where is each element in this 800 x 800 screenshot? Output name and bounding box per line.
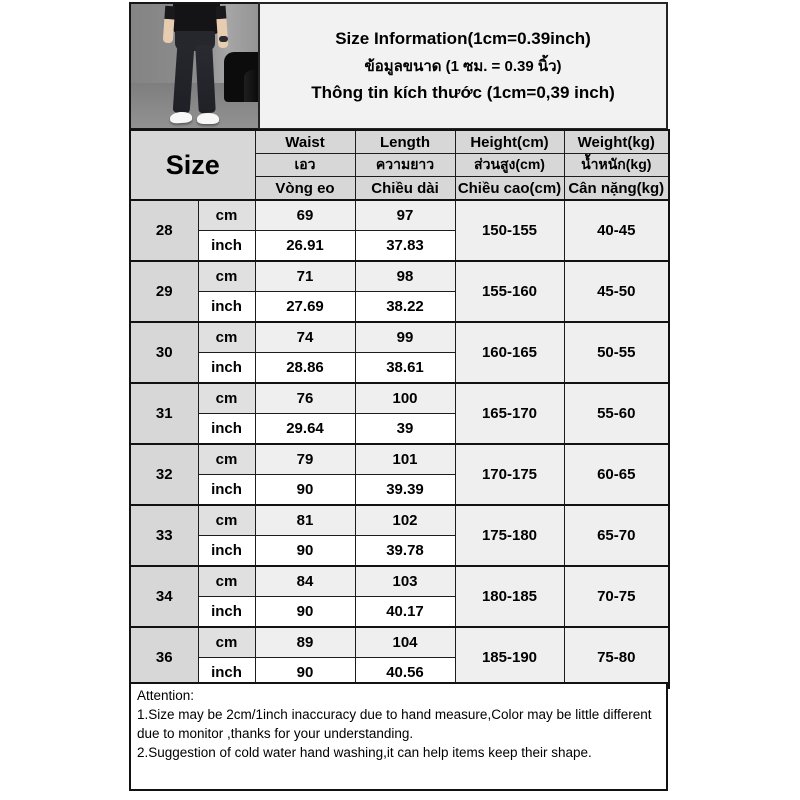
length-cm-value: 103 <box>355 566 455 597</box>
waist-header-th: เอว <box>255 154 355 177</box>
length-inch-value: 38.61 <box>355 353 455 384</box>
length-cm-value: 98 <box>355 261 455 292</box>
waist-inch-value: 90 <box>255 536 355 567</box>
sneaker-left <box>170 111 192 124</box>
weight-range: 70-75 <box>564 566 669 627</box>
waist-header-vi: Vòng eo <box>255 177 355 201</box>
attention-note-2: 2.Suggestion of cold water hand washing,it can help items keep their shape. <box>137 744 592 760</box>
weight-range: 50-55 <box>564 322 669 383</box>
height-header-th: ส่วนสูง(cm) <box>455 154 564 177</box>
table-row <box>130 505 669 536</box>
height-header-en: Height(cm) <box>455 130 564 154</box>
size-value: 30 <box>130 322 198 383</box>
length-header-en: Length <box>355 130 455 154</box>
length-header-vi: Chiều dài <box>355 177 455 201</box>
model-arm-left <box>163 6 176 44</box>
waist-inch-value: 28.86 <box>255 353 355 384</box>
size-value: 31 <box>130 383 198 444</box>
height-range: 175-180 <box>455 505 564 566</box>
length-inch-value: 38.22 <box>355 292 455 323</box>
waist-inch-value: 90 <box>255 475 355 506</box>
size-value: 33 <box>130 505 198 566</box>
waist-inch-value: 27.69 <box>255 292 355 323</box>
waist-cm-value: 84 <box>255 566 355 597</box>
height-range: 160-165 <box>455 322 564 383</box>
size-info-title-box <box>258 2 668 130</box>
length-inch-value: 37.83 <box>355 231 455 262</box>
table-row <box>130 444 669 475</box>
length-inch-value: 40.56 <box>355 658 455 689</box>
waist-header-en: Waist <box>255 130 355 154</box>
table-row <box>130 566 669 597</box>
unit-label-inch: inch <box>198 414 255 445</box>
jeans-leg-right <box>195 45 215 114</box>
unit-label-cm: cm <box>198 383 255 414</box>
attention-heading: Attention: <box>137 688 195 703</box>
length-cm-value: 97 <box>355 200 455 231</box>
model-arm-right <box>216 6 229 49</box>
length-inch-value: 39.39 <box>355 475 455 506</box>
weight-header-vi: Cân nặng(kg) <box>564 177 669 201</box>
waist-inch-value: 26.91 <box>255 231 355 262</box>
unit-label-inch: inch <box>198 475 255 506</box>
unit-label-cm: cm <box>198 627 255 658</box>
waist-cm-value: 79 <box>255 444 355 475</box>
weight-header-th: น้ำหนัก(kg) <box>564 154 669 177</box>
length-inch-value: 39.78 <box>355 536 455 567</box>
height-range: 165-170 <box>455 383 564 444</box>
table-row <box>130 322 669 353</box>
weight-range: 75-80 <box>564 627 669 688</box>
table-row <box>130 200 669 231</box>
size-chart-table <box>129 129 670 689</box>
unit-label-cm: cm <box>198 505 255 536</box>
size-value: 32 <box>130 444 198 505</box>
table-row <box>130 627 669 658</box>
waist-cm-value: 74 <box>255 322 355 353</box>
model-photo <box>129 2 260 130</box>
size-value: 36 <box>130 627 198 688</box>
waist-cm-value: 76 <box>255 383 355 414</box>
unit-label-inch: inch <box>198 292 255 323</box>
length-header-th: ความยาว <box>355 154 455 177</box>
size-table-header <box>130 130 669 200</box>
wrist-watch <box>219 36 228 42</box>
size-value: 29 <box>130 261 198 322</box>
length-cm-value: 104 <box>355 627 455 658</box>
length-inch-value: 40.17 <box>355 597 455 628</box>
weight-header-en: Weight(kg) <box>564 130 669 154</box>
size-value: 28 <box>130 200 198 261</box>
unit-label-cm: cm <box>198 444 255 475</box>
title-english: Size Information(1cm=0.39inch) <box>335 29 591 48</box>
weight-range: 40-45 <box>564 200 669 261</box>
waist-cm-value: 71 <box>255 261 355 292</box>
length-cm-value: 101 <box>355 444 455 475</box>
unit-label-cm: cm <box>198 322 255 353</box>
waist-inch-value: 90 <box>255 658 355 689</box>
waist-cm-value: 89 <box>255 627 355 658</box>
unit-label-cm: cm <box>198 261 255 292</box>
table-row <box>130 261 669 292</box>
height-range: 155-160 <box>455 261 564 322</box>
unit-label-cm: cm <box>198 566 255 597</box>
size-value: 34 <box>130 566 198 627</box>
unit-label-inch: inch <box>198 536 255 567</box>
title-vietnamese: Thông tin kích thước (1cm=0,39 inch) <box>311 83 615 102</box>
unit-label-cm: cm <box>198 200 255 231</box>
height-range: 180-185 <box>455 566 564 627</box>
size-table-body <box>130 200 669 688</box>
length-cm-value: 100 <box>355 383 455 414</box>
weight-range: 60-65 <box>564 444 669 505</box>
waist-cm-value: 81 <box>255 505 355 536</box>
height-range: 185-190 <box>455 627 564 688</box>
unit-label-inch: inch <box>198 597 255 628</box>
weight-range: 55-60 <box>564 383 669 444</box>
unit-label-inch: inch <box>198 231 255 262</box>
sneaker-right <box>197 113 219 124</box>
attention-box <box>129 682 668 791</box>
unit-label-inch: inch <box>198 353 255 384</box>
length-cm-value: 99 <box>355 322 455 353</box>
model-torso <box>173 2 220 34</box>
height-range: 170-175 <box>455 444 564 505</box>
attention-note-1: 1.Size may be 2cm/1inch inaccuracy due to hand measure,Color may be little different due to monitor ,thanks for your understanding. <box>137 706 652 741</box>
table-row <box>130 383 669 414</box>
waist-inch-value: 29.64 <box>255 414 355 445</box>
weight-range: 45-50 <box>564 261 669 322</box>
height-range: 150-155 <box>455 200 564 261</box>
unit-label-inch: inch <box>198 658 255 689</box>
size-header-label: Size <box>130 130 255 200</box>
waist-cm-value: 69 <box>255 200 355 231</box>
weight-range: 65-70 <box>564 505 669 566</box>
waist-inch-value: 90 <box>255 597 355 628</box>
height-header-vi: Chiều cao(cm) <box>455 177 564 201</box>
length-cm-value: 102 <box>355 505 455 536</box>
title-thai: ข้อมูลขนาด (1 ซม. = 0.39 นิ้ว) <box>364 58 562 75</box>
length-inch-value: 39 <box>355 414 455 445</box>
